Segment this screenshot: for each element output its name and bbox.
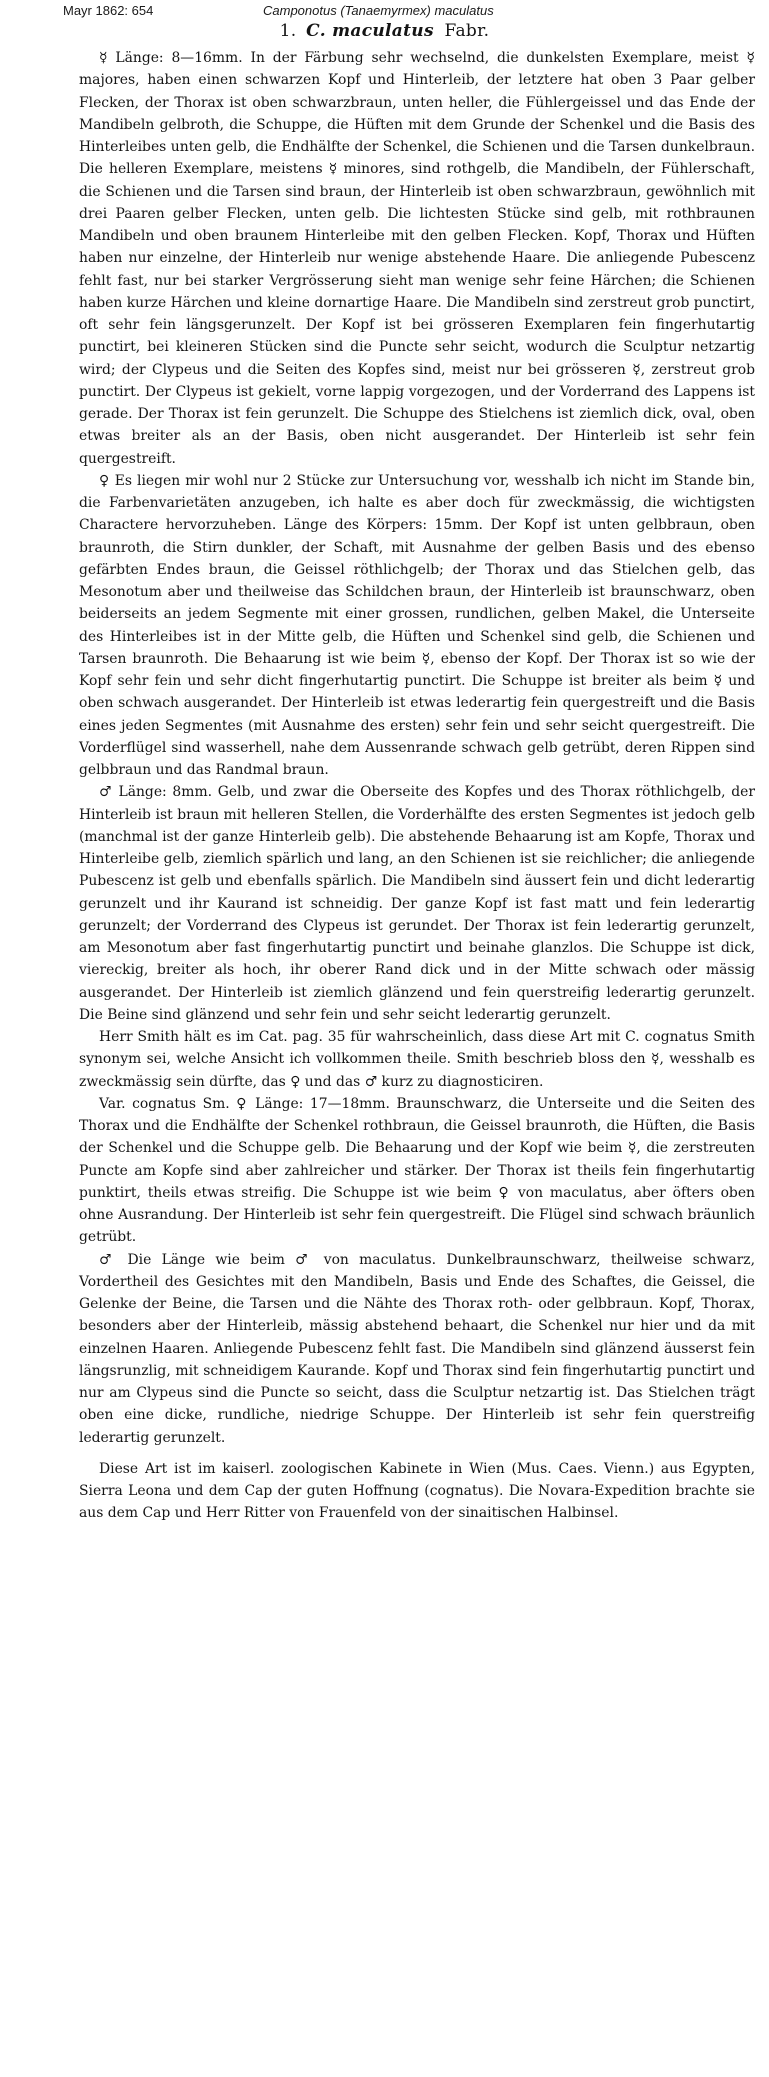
- species-name: C. maculatus: [306, 21, 434, 41]
- worker-description-paragraph: ☿ Länge: 8—16mm. In der Färbung sehr wechselnd, die dunkelsten Exemplare, meist ☿ majores, haben einen schwarzen Kopf und Hinterleib, der letztere hat oben 3 Paar gelber Flecken, der Thorax ist oben schwarzbraun, unten heller, die Fühlergeissel und das Ende der Mandibeln gelbroth, die Schuppe, die Hüften mit dem Grunde der Schenkel und die Basis des Hinterleibes unten gelb, die Endhälfte der Schenkel, die Schienen und die Tarsen dunkelbraun. Die helleren Exemplare, meistens ☿ minores, sind rothgelb, die Mandibeln, der Fühlerschaft, die Schienen und die Tarsen sind braun, der Hinterleib ist oben schwarzbraun, gewöhnlich mit drei Paaren gelber Flecken, unten gelb. Die lichtesten Stücke sind gelb, mit rothbraunen Mandibeln und oben braunem Hinterleibe mit den gelben Flecken. Kopf, Thorax und Hüften haben nur einzelne, der Hinterleib nur wenige abstehende Haare. Die anliegende Pubescenz fehlt fast, nur bei starker Vergrösserung sieht man wenige sehr feine Härchen; die Schienen haben kurze Härchen und kleine dornartige Haare. Die Mandibeln sind zerstreut grob punctirt, oft sehr fein längsgerunzelt. Der Kopf ist bei grösseren Exemplaren fein fingerhutartig punctirt, bei kleineren Stücken sind die Puncte sehr seicht, wodurch die Sculptur netzartig wird; der Clypeus und die Seiten des Kopfes sind, meist nur bei grösseren ☿, zerstreut grob punctirt. Der Clypeus ist gekielt, vorne lappig vorgezogen, und der Vorderrand des Lappens ist gerade. Der Thorax ist fein gerunzelt. Die Schuppe des Stielchens ist ziemlich dick, oval, oben etwas breiter als an der Basis, oben nicht ausgerandet. Der Hinterleib ist sehr fein quergestreift.: [79, 50, 755, 467]
- female-description-paragraph: ♀ Es liegen mir wohl nur 2 Stücke zur Untersuchung vor, wesshalb ich nicht im Stande bin, die Farbenvarietäten anzugeben, ich halte es aber doch für zweckmässig, die wichtigsten Charactere hervorzuheben. Länge des Körpers: 15mm. Der Kopf ist unten gelbbraun, oben braunroth, die Stirn dunkler, der Schaft, mit Ausnahme der gelben Basis und des ebenso gefärbten Endes braun, die Geissel röthlichgelb; der Thorax und das Stielchen gelb, das Mesonotum aber und theilweise das Schildchen braun, der Hinterleib ist braunschwarz, oben beiderseits an jedem Segmente mit einer grossen, rundlichen, gelben Makel, die Unterseite des Hinterleibes ist in der Mitte gelb, die Hüften und Schenkel sind gelb, die Schienen und Tarsen braunroth. Die Behaarung ist wie beim ☿, ebenso der Kopf. Der Thorax ist so wie der Kopf sehr fein und sehr dicht fingerhutartig punctirt. Die Schuppe ist breiter als beim ☿ und oben schwach ausgerandet. Der Hinterleib ist etwas lederartig fein quergestreift und die Basis eines jeden Segmentes (mit Ausnahme des ersten) sehr fein und sehr seicht quergestreift. Die Vorderflügel sind wasserhell, nahe dem Aussenrande schwach gelb getrübt, deren Rippen sind gelbbraun und das Randmal braun.: [79, 472, 755, 778]
- description-body: [79, 47, 755, 1525]
- taxon-header: Camponotus (Tanaemyrmex) maculatus: [263, 3, 494, 18]
- species-author: Fabr.: [444, 21, 490, 41]
- male-description-paragraph: ♂ Länge: 8mm. Gelb, und zwar die Oberseite des Kopfes und des Thorax röthlichgelb, der Hinterleib ist braun mit helleren Stellen, die Vorderhälfte des ersten Segmentes ist jedoch gelb (manchmal ist der ganze Hinterleib gelb). Die abstehende Behaarung ist am Kopfe, Thorax und Hinterleibe gelb, ziemlich spärlich und lang, an den Schienen ist sie reichlicher; die anliegende Pubescenz ist gelb und ebenfalls spärlich. Die Mandibeln sind äussert fein und dicht lederartig gerunzelt und ihr Kaurand ist schneidig. Der ganze Kopf ist fast matt und fein lederartig gerunzelt; der Vorderrand des Clypeus ist gerundet. Der Thorax ist fein lederartig gerunzelt, am Mesonotum aber fast fingerhutartig punctirt und beinahe glanzlos. Die Schuppe ist dick, viereckig, breiter als hoch, ihr oberer Rand dick und in der Mitte schwach oder mässig ausgerandet. Der Hinterleib ist ziemlich glänzend und fein querstreifig lederartig gerunzelt. Die Beine sind glänzend und sehr fein und sehr seicht lederartig gerunzelt.: [79, 784, 755, 1023]
- citation-header: Mayr 1862: 654: [63, 3, 154, 18]
- variety-male-paragraph: ♂ Die Länge wie beim ♂ von maculatus. Dunkelbraunschwarz, theilweise schwarz, Vordertheil des Gesichtes mit den Mandibeln, Basis und Ende des Schaftes, die Geissel, die Gelenke der Beine, die Tarsen und die Nähte des Thorax roth- oder gelbbraun. Kopf, Thorax, besonders aber der Hinterleib, mässig abstehend behaart, die Schenkel nur hier und da mit einzelnen Haaren. Anliegende Pubescenz fehlt fast. Die Mandibeln sind glänzend äusserst fein längsrunzlig, mit schneidigem Kaurande. Kopf und Thorax sind fein fingerhutartig punctirt und nur am Clypeus sind die Puncte so seicht, dass die Sculptur netzartig ist. Das Stielchen trägt oben eine dicke, rundliche, niedrige Schuppe. Der Hinterleib ist sehr fein querstreifig lederartig gerunzelt.: [79, 1251, 755, 1446]
- species-heading: [0, 21, 769, 41]
- distribution-paragraph: Diese Art ist im kaiserl. zoologischen Kabinete in Wien (Mus. Caes. Vienn.) aus Egypten, Sierra Leona und dem Cap der guten Hoffnung (cognatus). Die Novara-Expedition brachte sie aus dem Cap und Herr Ritter von Frauenfeld von der sinaitischen Halbinsel.: [79, 1460, 755, 1522]
- synonymy-paragraph: Herr Smith hält es im Cat. pag. 35 für wahrscheinlich, dass diese Art mit C. cognatus Smith synonym sei, welche Ansicht ich vollkommen theile. Smith beschrieb bloss den ☿, wesshalb es zweckmässig sein dürfte, das ♀ und das ♂ kurz zu diagnosticiren.: [79, 1029, 755, 1090]
- species-number: 1.: [279, 21, 297, 41]
- variety-female-paragraph: Var. cognatus Sm. ♀ Länge: 17—18mm. Braunschwarz, die Unterseite und die Seiten des Thorax und die Endhälfte der Schenkel rothbraun, die Geissel braunroth, die Hüften, die Basis der Schenkel und die Schuppe gelb. Die Behaarung und der Kopf wie beim ☿, die zerstreuten Puncte am Kopfe sind aber zahlreicher und stärker. Der Thorax ist theils fein fingerhutartig punktirt, theils etwas streifig. Die Schuppe ist wie beim ♀ von maculatus, aber öfters oben ohne Ausrandung. Der Hinterleib ist sehr fein quergestreift. Die Flügel sind schwach bräunlich getrübt.: [79, 1095, 755, 1246]
